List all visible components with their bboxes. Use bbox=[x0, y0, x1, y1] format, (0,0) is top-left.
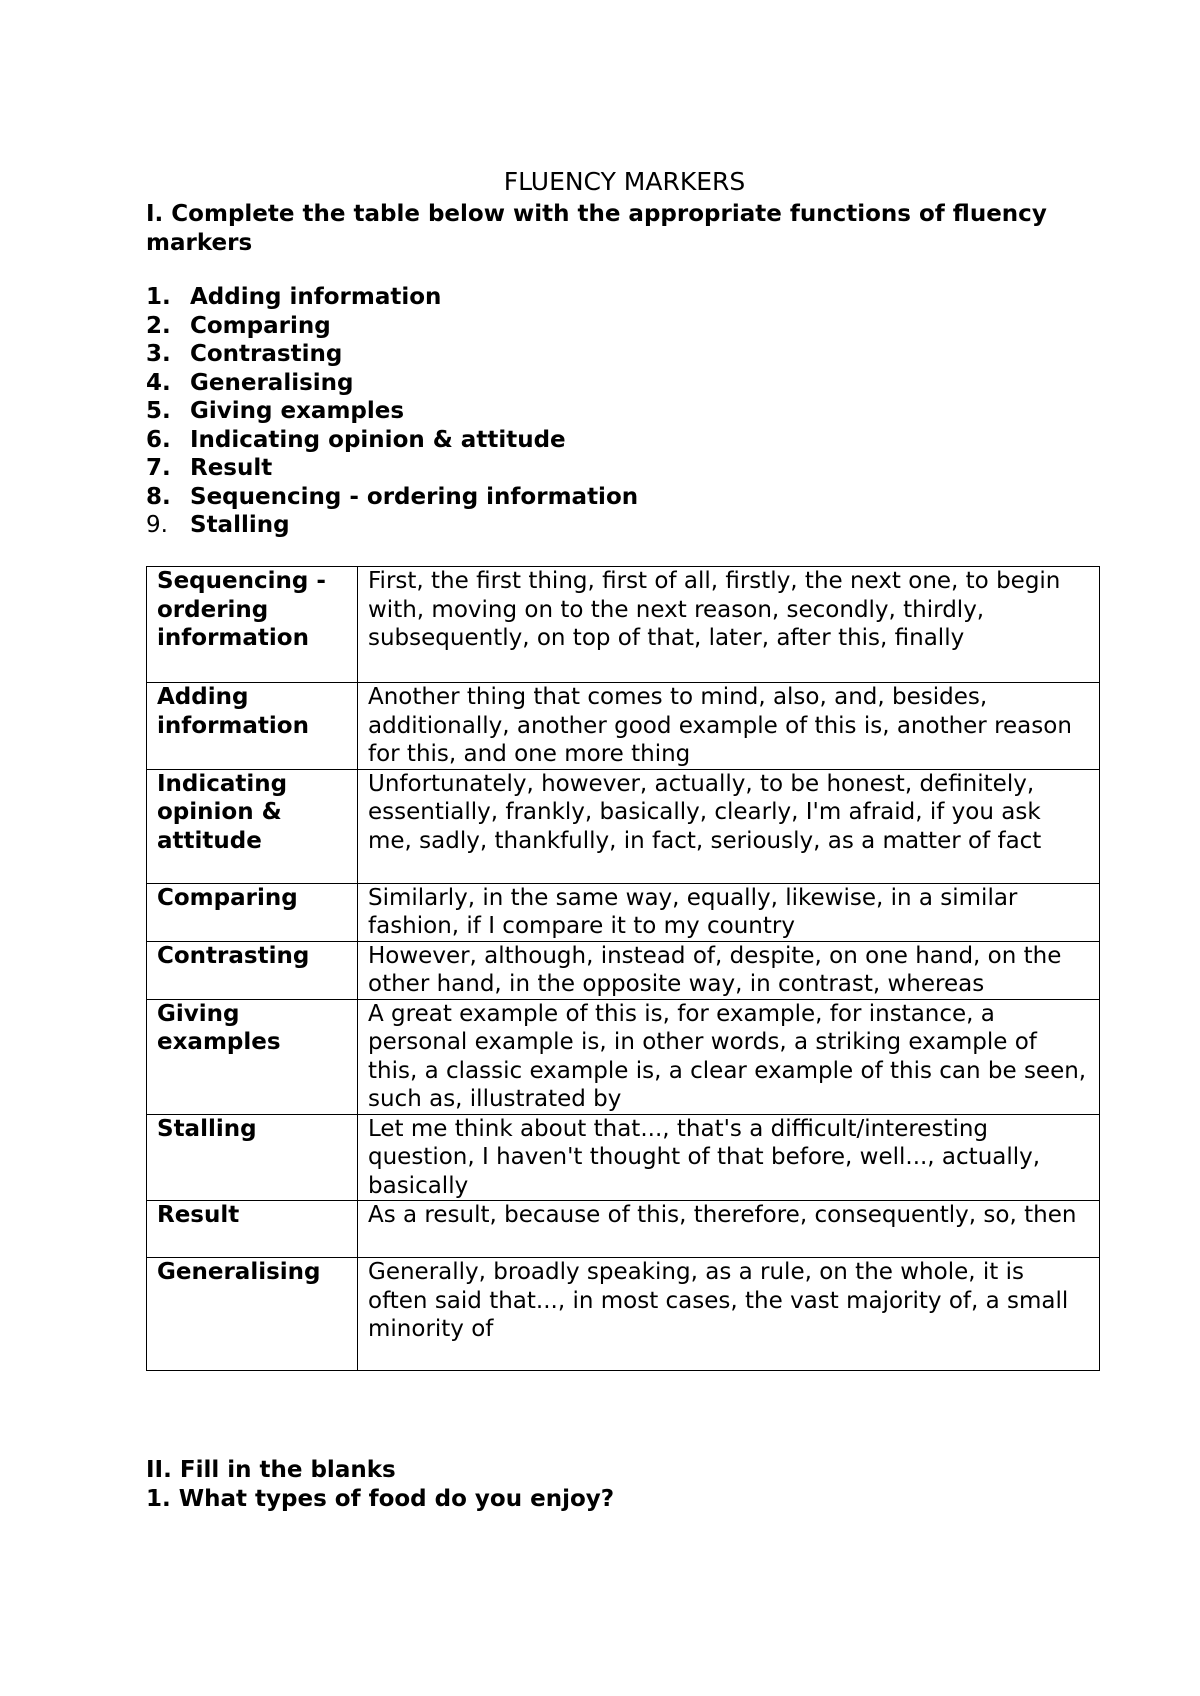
list-item-number: 9. bbox=[146, 512, 168, 538]
list-item-number: 5. bbox=[146, 398, 171, 424]
question-1: 1. What types of food do you enjoy? bbox=[146, 1486, 615, 1512]
list-item-label: Stalling bbox=[190, 512, 290, 538]
list-item-number: 8. bbox=[146, 483, 171, 510]
phrases-cell: Unfortunately, however, actually, to be honest, definitely, essentially, frankly, basically, clearly, I'm afraid, if you ask me, sadly, thankfully, in fact, seriously, as a matter of fact bbox=[358, 769, 1100, 883]
list-item bbox=[146, 454, 638, 483]
phrases-cell: First, the first thing, first of all, firstly, the next one, to begin with, moving on to the next reason, secondly, thirdly, subsequently, on top of that, later, after this, finally bbox=[358, 567, 1100, 683]
phrases-cell: As a result, because of this, therefore, consequently, so, then bbox=[358, 1201, 1100, 1258]
list-item-number: 4. bbox=[146, 369, 171, 396]
list-item-number: 6. bbox=[146, 426, 171, 453]
list-item-label: Adding information bbox=[190, 284, 442, 310]
list-item bbox=[146, 369, 638, 398]
table-row bbox=[147, 683, 1100, 770]
table-row bbox=[147, 769, 1100, 883]
list-item-number: 3. bbox=[146, 341, 171, 367]
list-item-label: Comparing bbox=[190, 312, 331, 339]
page-title: FLUENCY MARKERS bbox=[503, 167, 746, 196]
list-item-label: Generalising bbox=[190, 369, 354, 396]
list-item-label: Giving examples bbox=[190, 398, 405, 424]
phrases-cell: Similarly, in the same way, equally, likewise, in a similar fashion, if I compare it to my country bbox=[358, 883, 1100, 941]
list-item bbox=[146, 312, 638, 341]
table-row bbox=[147, 1201, 1100, 1258]
function-cell: Stalling bbox=[147, 1114, 358, 1201]
function-list bbox=[146, 283, 638, 540]
list-item-number: 2. bbox=[146, 312, 171, 339]
table-row bbox=[147, 1114, 1100, 1201]
list-item bbox=[146, 397, 638, 426]
list-item-label: Result bbox=[190, 455, 273, 481]
function-cell: Contrasting bbox=[147, 941, 358, 999]
phrases-cell: Generally, broadly speaking, as a rule, on the whole, it is often said that..., in most cases, the vast majority of, a small minority of bbox=[358, 1258, 1100, 1371]
list-item-number: 7. bbox=[146, 455, 171, 481]
function-cell: Adding information bbox=[147, 683, 358, 770]
list-item bbox=[146, 483, 638, 512]
function-cell: Giving examples bbox=[147, 999, 358, 1114]
function-cell: Sequencing - ordering information bbox=[147, 567, 358, 683]
function-cell: Result bbox=[147, 1201, 358, 1258]
fluency-markers-table bbox=[146, 566, 1100, 1371]
list-item bbox=[146, 426, 638, 455]
table-row bbox=[147, 941, 1100, 999]
list-item-number: 1. bbox=[146, 284, 171, 310]
phrases-cell: However, although, instead of, despite, on one hand, on the other hand, in the opposite way, in contrast, whereas bbox=[358, 941, 1100, 999]
function-cell: Comparing bbox=[147, 883, 358, 941]
phrases-cell: Another thing that comes to mind, also, and, besides, additionally, another good example of this is, another reason for this, and one more thing bbox=[358, 683, 1100, 770]
phrases-cell: Let me think about that..., that's a difficult/interesting question, I haven't thought of that before, well..., actually, basically bbox=[358, 1114, 1100, 1201]
list-item bbox=[146, 511, 638, 540]
section-1-heading: I. Complete the table below with the appropriate functions of fluency markers bbox=[146, 201, 1047, 256]
phrases-cell: A great example of this is, for example, for instance, a personal example is, in other words, a striking example of this, a classic example is, a clear example of this can be seen, such as, illustrated by bbox=[358, 999, 1100, 1114]
list-item-label: Indicating opinion & attitude bbox=[190, 426, 566, 453]
list-item-label: Sequencing - ordering information bbox=[190, 483, 639, 510]
list-item-label: Contrasting bbox=[190, 341, 343, 367]
table-row bbox=[147, 999, 1100, 1114]
table-row bbox=[147, 1258, 1100, 1371]
table-row bbox=[147, 883, 1100, 941]
section-2-heading: II. Fill in the blanks bbox=[146, 1457, 396, 1483]
function-cell: Generalising bbox=[147, 1258, 358, 1371]
function-cell: Indicating opinion & attitude bbox=[147, 769, 358, 883]
table-row bbox=[147, 567, 1100, 683]
list-item bbox=[146, 340, 638, 369]
list-item bbox=[146, 283, 638, 312]
